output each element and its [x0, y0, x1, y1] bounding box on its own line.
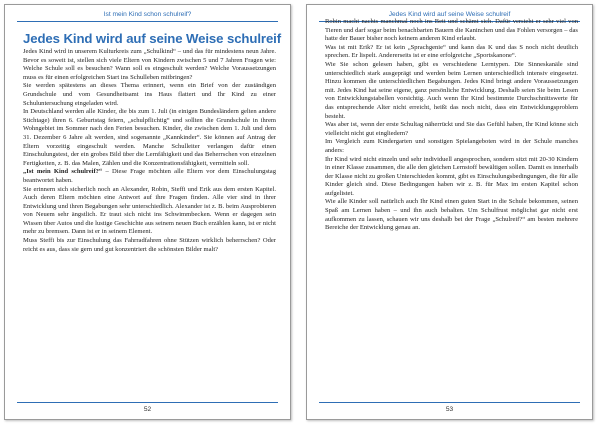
running-header-left: Ist mein Kind schon schulreif? [17, 11, 278, 22]
right-page [306, 4, 593, 420]
paragraph-5: Im Vergleich zum Kindergarten und sonstigen Spielangeboten wird in der Schule manches anders: [325, 138, 578, 154]
question-rest: – Diese Frage möchten alle Eltern vor dem Einschulungstag beantwortet haben. [23, 168, 276, 184]
left-page [4, 4, 291, 420]
paragraph-1: Jedes Kind wird in unserem Kulturkreis zum „Schulkind“ – und das für mindestens neun Jahre. Bevor es soweit ist, stellen sich viele Eltern von Kindern zwischen 5 und 7 Jahren Fragen wie: Welche Schule soll es besuchen? Wann soll es eingeschult werden? Welche Voraussetzungen muss es für einen erfolgreichen Start ins Schulleben mitbringen? [23, 48, 276, 81]
paragraph-4: Was aber ist, wenn der erste Schultag näherrückt und Sie das Gefühl haben, Ihr Kind könne sich vielleicht nicht gut eingliedern? [325, 121, 578, 137]
paragraph-2: Was ist mit Erik? Er ist kein „Sprachgenie“ und kann das K und das S noch nicht deutlich sprechen. Er lispelt. Andererseits ist er eine erfolgreiche „Sportskanone“. [325, 43, 578, 60]
page-number-right: 53 [319, 402, 580, 413]
right-page-content [325, 18, 578, 233]
paragraph-6: Ihr Kind wird nicht einzeln und sehr individuell angesprochen, sondern sitzt mit 20-30 Kindern in einer Klasse zusammen, die alle den gleichen Lernstoff bewältigen sollen. Damit es innerhalb der Klasse nicht zu großen Unterschieden kommt, gibt es Einschulungsbedingungen, die für alle Kinder gleich sind. Diese Bedingungen haben wir z. B. für Max im ersten Kapitel schon aufgelistet. [325, 155, 578, 197]
paragraph-4: Sie erinnern sich sicherlich noch an Alexander, Robin, Steffi und Erik aus dem ersten Kapitel. Auch deren Eltern möchten eine Antwort auf ihre Fragen finden. Alle vier sind in ihrer Entwicklung und ihren Begabungen sehr unterschiedlich. Alexander ist z. B. beim Ausprobieren von Neuem sehr ängstlich. Er traut sich nicht ins Schwimmbecken. Wenn er dagegen sein Wissen über Autos und die lustige Geschichte aus seinem neuen Buch erzählen kann, ist er nicht mehr zu bremsen. Dann ist er in seinem Element. [23, 185, 276, 236]
bold-question: „Ist mein Kind schulreif?“ [23, 168, 103, 176]
running-header-right: Jedes Kind wird auf seine Weise schulreif [319, 11, 580, 22]
paragraph-7: Wie alle Kinder soll natürlich auch Ihr Kind einen guten Start in die Schule bekommen, seinen Spaß am Lernen haben – und ihn auch behalten. Um Schulfrust möglichst gar nicht erst aufkommen zu lassen, schauen wir uns deshalb bei der Frage „Schulreif?“ am besten mehrere Bereiche der Entwicklung genau an. [325, 198, 578, 232]
paragraph-2: Sie werden spätestens an dieses Thema erinnert, wenn ein Brief von der zuständigen Grundschule und vom Gesundheitsamt ins Haus flattert und Ihr Kind zu einer Schuluntersuchung eingeladen wird. [23, 82, 276, 107]
page-number-left: 52 [17, 402, 278, 413]
paragraph-1: Robin macht nachts manchmal noch ins Bett und schämt sich. Dafür versteht er sehr viel von Tieren und darf sogar beim benachbarten Bauern die Kaninchen und das Fohlen versorgen – das hatte der Bauer bisher noch keinem anderen Kind erlaubt. [325, 18, 578, 43]
chapter-title: Jedes Kind wird auf seine Weise schulreif [23, 31, 282, 46]
paragraph-3: Wie Sie schon gelesen haben, gibt es verschiedene Lerntypen. Die Sinneskanäle sind unterschiedlich stark ausgeprägt und werden beim Lernen unterschiedlich intensiv eingesetzt. Hinzu kommen die unterschiedlichen Begabungen. Jedes Kind bringt andere Voraussetzungen mit. Jedes Kind hat seine eigene, ganz persönliche Entwicklung. Deshalb seien Sie beim Lesen von Entwicklungstabellen vorsichtig. Auch wenn Ihr Kind bestimmte Durchschnittswerte für das entsprechende Alter nicht erreicht, heißt das noch nicht, dass ein Entwicklungsproblem besteht. [325, 60, 578, 120]
paragraph-question [23, 168, 276, 185]
paragraph-3: In Deutschland werden alle Kinder, die bis zum 1. Juli (in einigen Bundesländern gelten andere Stichtage) ihren 6. Geburtstag feiern, „schulpflichtig“ und sollten die Grundschule in ihrem Wohngebiet im Sommer nach den Ferien besuchen. Kinder, die zwischen dem 1. Juli und dem 31. Dezember 6 Jahre alt werden, sind sogenannte „Kannkinder“. Sie können auf Antrag der Eltern vorzeitig eingeschult werden. Manche Schulleiter verlangen dafür einen Einschulungstest, der ein grobes Bild über die Lernfähigkeit und das Beherrschen von einzelnen Fertigkeiten, z. B. das Malen, Zählen und die Konzentrationsfähigkeit, vermitteln soll. [23, 108, 276, 167]
paragraph-5: Muss Steffi bis zur Einschulung das Fahrradfahren ohne Stützen wirklich beherrschen? Oder reicht es aus, dass sie gern und gut konzentriert die schönsten Bilder malt? [23, 237, 276, 253]
left-page-content [23, 31, 282, 254]
